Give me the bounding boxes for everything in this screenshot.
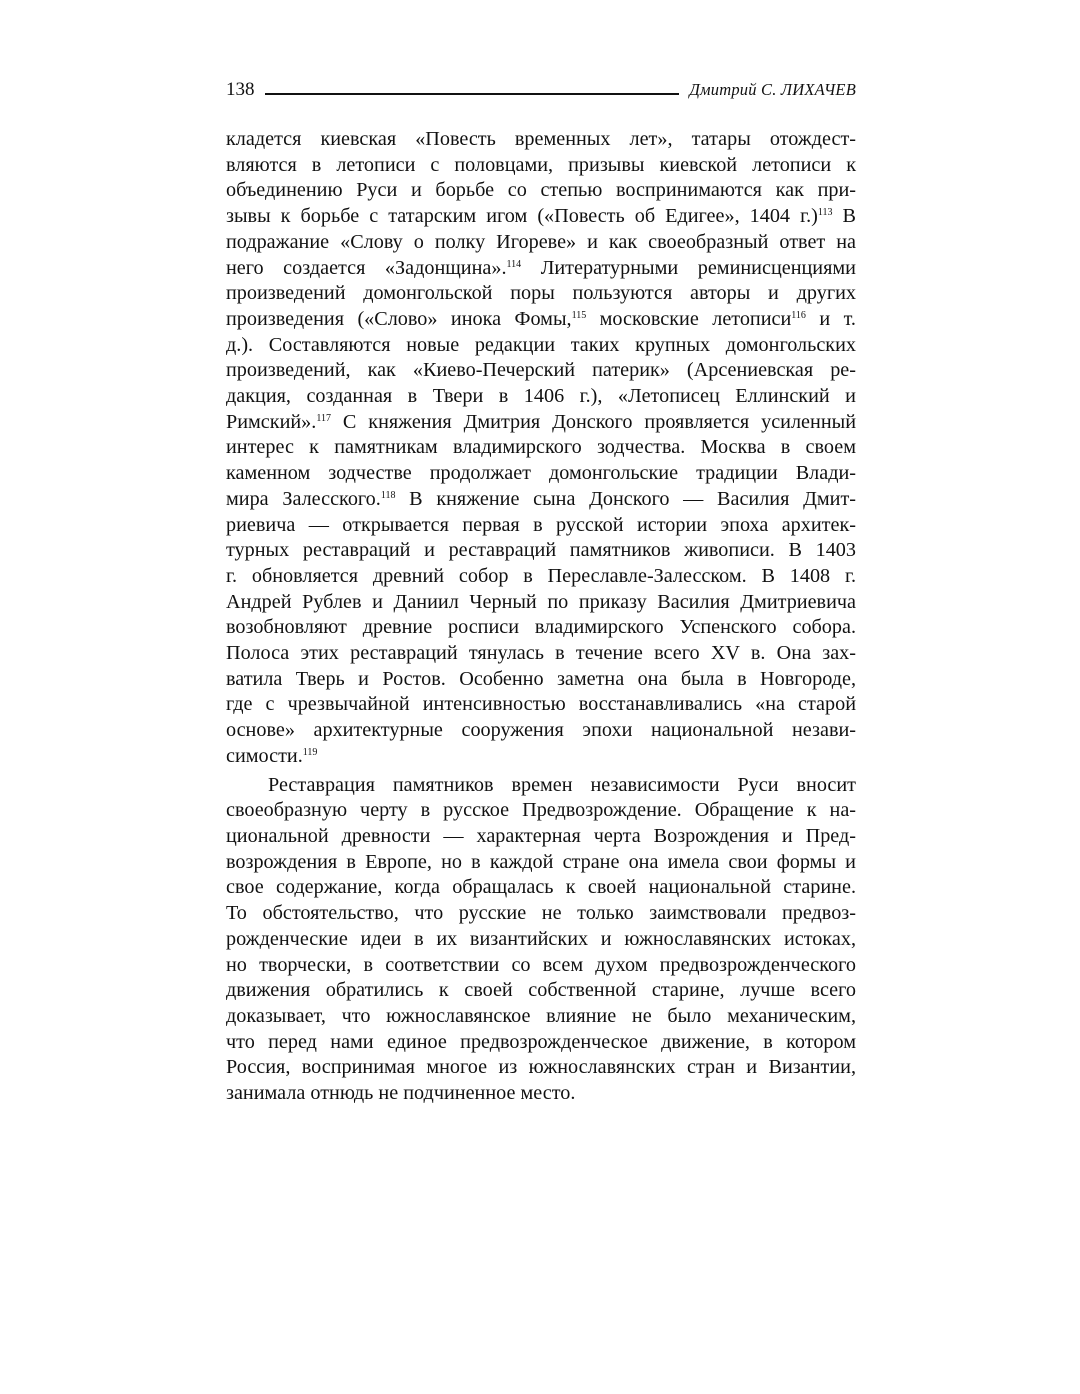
footnote-ref: 118 xyxy=(380,489,396,501)
footnote-ref: 116 xyxy=(791,309,806,321)
text-line: каменном зодчестве продолжает домонгольские традиции Влади- xyxy=(226,462,856,485)
text-line: доказывает, что южнославянское влияние не было механическим, xyxy=(226,1004,856,1027)
text-line: основе» архитектурные сооружения эпохи национальной незави- xyxy=(226,719,856,742)
footnote-ref: 115 xyxy=(571,309,587,321)
header-rule xyxy=(265,93,680,95)
text-line: кладется киевская «Повесть временных лет», татары отождест- xyxy=(226,128,856,150)
text-line: Реставрация памятников времен независимости Руси вносит xyxy=(268,773,856,796)
text-line: подражание «Слову о полку Игореве» и как своеобразный ответ на xyxy=(226,230,856,253)
text-line: д.). Составляются новые редакции таких крупных домонгольских xyxy=(226,333,856,356)
page-header xyxy=(226,74,856,104)
text-line: дакция, созданная в Твери в 1406 г.), «Летописец Еллинский и xyxy=(226,385,856,408)
text-line: произведений домонгольской поры пользуются авторы и других xyxy=(226,282,856,305)
text-line: турных реставраций и реставраций памятников живописи. В 1403 xyxy=(226,539,856,562)
text-segment: него создается «Задонщина». xyxy=(226,256,507,279)
text-segment: симости. xyxy=(226,744,303,767)
paragraph-1 xyxy=(226,127,856,770)
text-segment: С княжения Дмитрия Донского проявляется усиленный xyxy=(330,410,856,433)
footnote-ref: 119 xyxy=(302,746,318,758)
text-line: где с чрезвычайной интенсивностью восстанавливались «на старой xyxy=(226,693,856,716)
text-line: возрождения в Европе, но в каждой стране она имела свои формы и xyxy=(226,850,856,873)
text-line: То обстоятельство, что русские не только заимствовали предвоз- xyxy=(226,902,856,925)
text-segment: Литературными реминисценциями xyxy=(521,256,856,279)
text-line: интерес к памятникам владимирского зодчества. Москва в своем xyxy=(226,436,856,459)
text-segment: В xyxy=(832,205,856,228)
text-line xyxy=(226,487,856,513)
footnote-ref: 114 xyxy=(506,258,522,270)
text-line: занимала отнюдь не подчиненное место. xyxy=(226,1082,576,1105)
text-line: Андрей Рублев и Даниил Черный по приказу Василия Дмитриевича xyxy=(226,590,856,613)
text-segment: В княжение сына Донского — Василия Дмит- xyxy=(395,487,856,510)
text-line: что перед нами единое предвозрожденческое движение, в котором xyxy=(226,1030,856,1053)
text-line xyxy=(226,204,856,230)
text-segment: мира Залесского. xyxy=(226,487,381,510)
text-line: рожденческие идеи в их византийских и южнославянских истоках, xyxy=(226,927,856,950)
page-number: 138 xyxy=(226,79,255,100)
text-segment: произведения («Слово» инока Фомы, xyxy=(226,307,572,330)
text-line: объединению Руси и борьбе со степью воспринимаются как при- xyxy=(226,179,856,202)
text-line: возобновляют древние росписи владимирского Успенского собора. xyxy=(226,616,856,639)
text-line: но творчески, в соответствии со всем духом предвозрожденческого xyxy=(226,953,856,976)
text-line: ватила Тверь и Ростов. Особенно заметна она была в Новгороде, xyxy=(226,667,856,690)
body-text xyxy=(226,127,856,1107)
text-line: циональной древности — характерная черта Возрождения и Пред- xyxy=(226,824,856,847)
text-line: произведений, как «Киево-Печерский патерик» (Арсениевская ре- xyxy=(226,359,856,382)
running-head: Дмитрий С. ЛИХАЧЕВ xyxy=(689,80,856,99)
text-line: вляются в летописи с половцами, призывы киевской летописи к xyxy=(226,153,856,176)
text-segment: Римский». xyxy=(226,410,317,433)
footnote-ref: 117 xyxy=(316,412,331,424)
paragraph-2 xyxy=(226,773,856,1107)
text-segment: зывы к борьбе с татарским игом («Повесть об Едигее», 1404 г.) xyxy=(226,205,818,228)
text-line xyxy=(226,410,856,436)
text-line xyxy=(226,256,856,282)
text-line: г. обновляется древний собор в Переславле-Залесском. В 1408 г. xyxy=(226,564,856,587)
text-segment: московские летописи xyxy=(586,307,792,330)
text-line: риевича — открывается первая в русской истории эпоха архитек- xyxy=(226,513,856,536)
text-segment: и т. xyxy=(805,307,856,330)
text-line: своеобразную черту в русское Предвозрождение. Обращение к на- xyxy=(226,799,856,822)
footnote-ref: 113 xyxy=(817,207,833,219)
text-line xyxy=(226,307,856,333)
text-line xyxy=(226,744,856,770)
text-line: свое содержание, когда обращалась к своей национальной старине. xyxy=(226,876,856,899)
text-line: Полоса этих реставраций тянулась в течение всего XV в. Она зах- xyxy=(226,642,856,665)
text-line: движения обратились к своей собственной старине, лучше всего xyxy=(226,979,856,1002)
text-line: Россия, воспринимая многое из южнославянских стран и Византии, xyxy=(226,1056,856,1079)
